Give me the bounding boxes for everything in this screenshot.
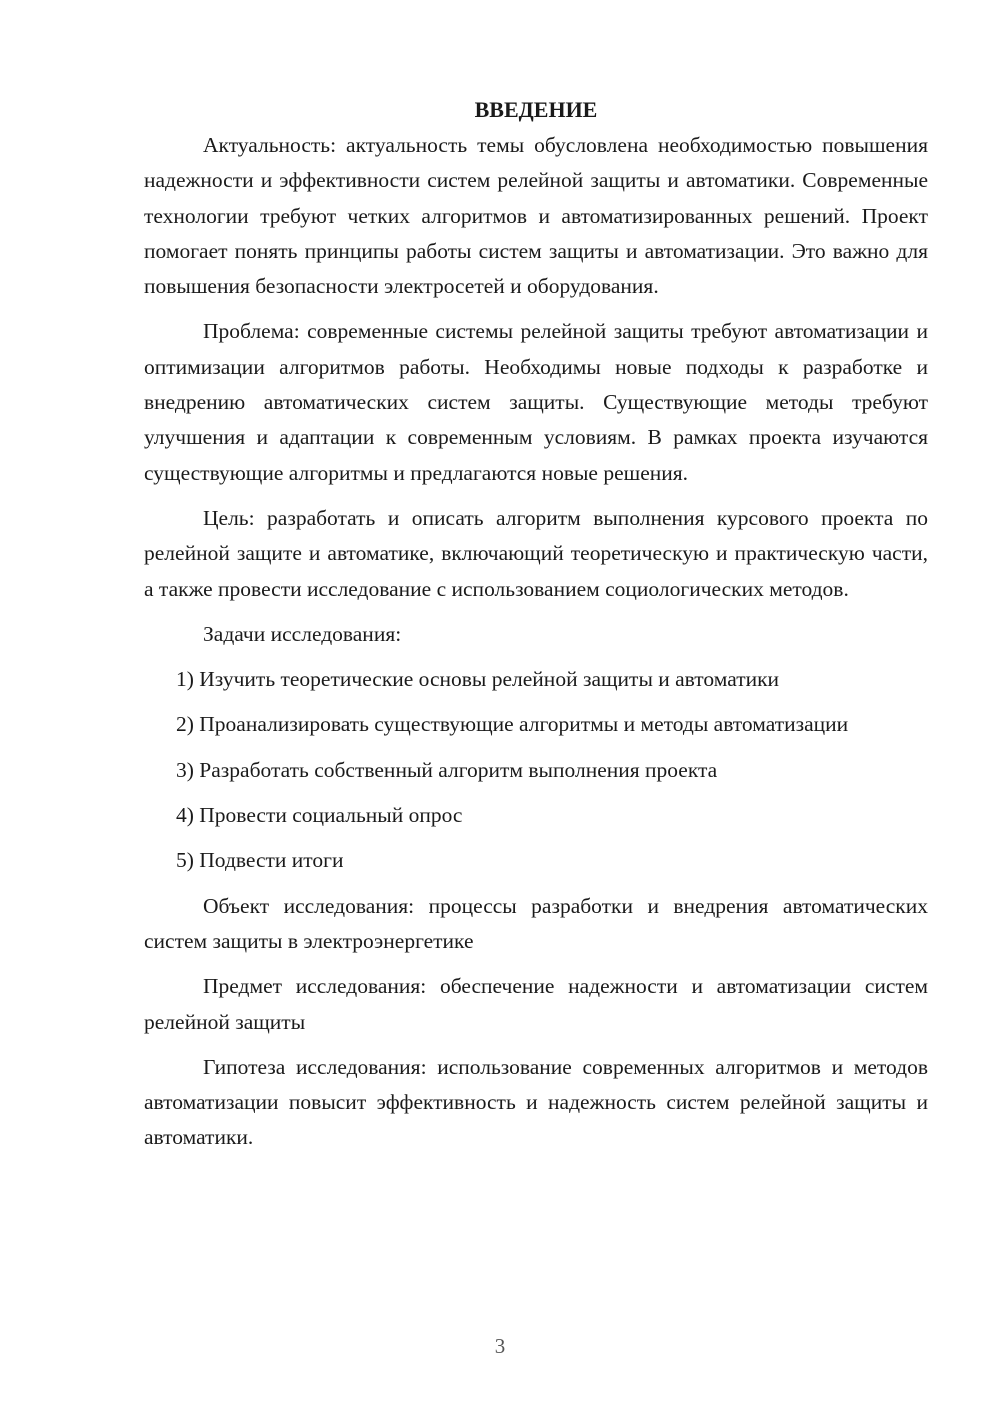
task-item-4: 4) Провести социальный опрос <box>176 803 463 828</box>
hypothesis-paragraph: Гипотеза исследования: использование современных алгоритмов и методов автоматизации повысит эффективность и надежность систем релейной защиты и автоматики. <box>144 1054 928 1150</box>
page-number: 3 <box>494 1334 506 1358</box>
relevance-paragraph: Актуальность: актуальность темы обусловлена необходимостью повышения надежности и эффективности систем релейной защиты и автоматики. Современные технологии требуют четких алгоритмов и автоматизированных решений. Проект помогает понять принципы работы систем защиты и автоматизации. Это важно для повышения безопасности электросетей и оборудования. <box>144 133 928 299</box>
subject-paragraph: Предмет исследования: обеспечение надежности и автоматизации систем релейной защиты <box>144 974 928 1034</box>
document-page <box>144 92 928 1156</box>
task-item-2: 2) Проанализировать существующие алгоритмы и методы автоматизации <box>176 712 849 737</box>
section-heading: ВВЕДЕНИЕ <box>474 97 598 122</box>
task-item-1: 1) Изучить теоретические основы релейной защиты и автоматики <box>176 667 780 692</box>
task-item-5: 5) Подвести итоги <box>176 848 344 873</box>
task-item-3: 3) Разработать собственный алгоритм выполнения проекта <box>176 757 718 782</box>
problem-paragraph: Проблема: современные системы релейной защиты требуют автоматизации и оптимизации алгоритмов работы. Необходимы новые подходы к разработке и внедрению автоматических систем защиты. Существующие методы требуют улучшения и адаптации к современным условиям. В рамках проекта изучаются существующие алгоритмы и предлагаются новые решения. <box>144 319 928 485</box>
object-paragraph: Объект исследования: процессы разработки и внедрения автоматических систем защиты в электроэнергетике <box>144 893 928 953</box>
goal-paragraph: Цель: разработать и описать алгоритм выполнения курсового проекта по релейной защите и автоматике, включающий теоретическую и практическую части, а также провести исследование с использованием социологических методов. <box>144 505 928 601</box>
tasks-heading: Задачи исследования: <box>203 621 402 646</box>
